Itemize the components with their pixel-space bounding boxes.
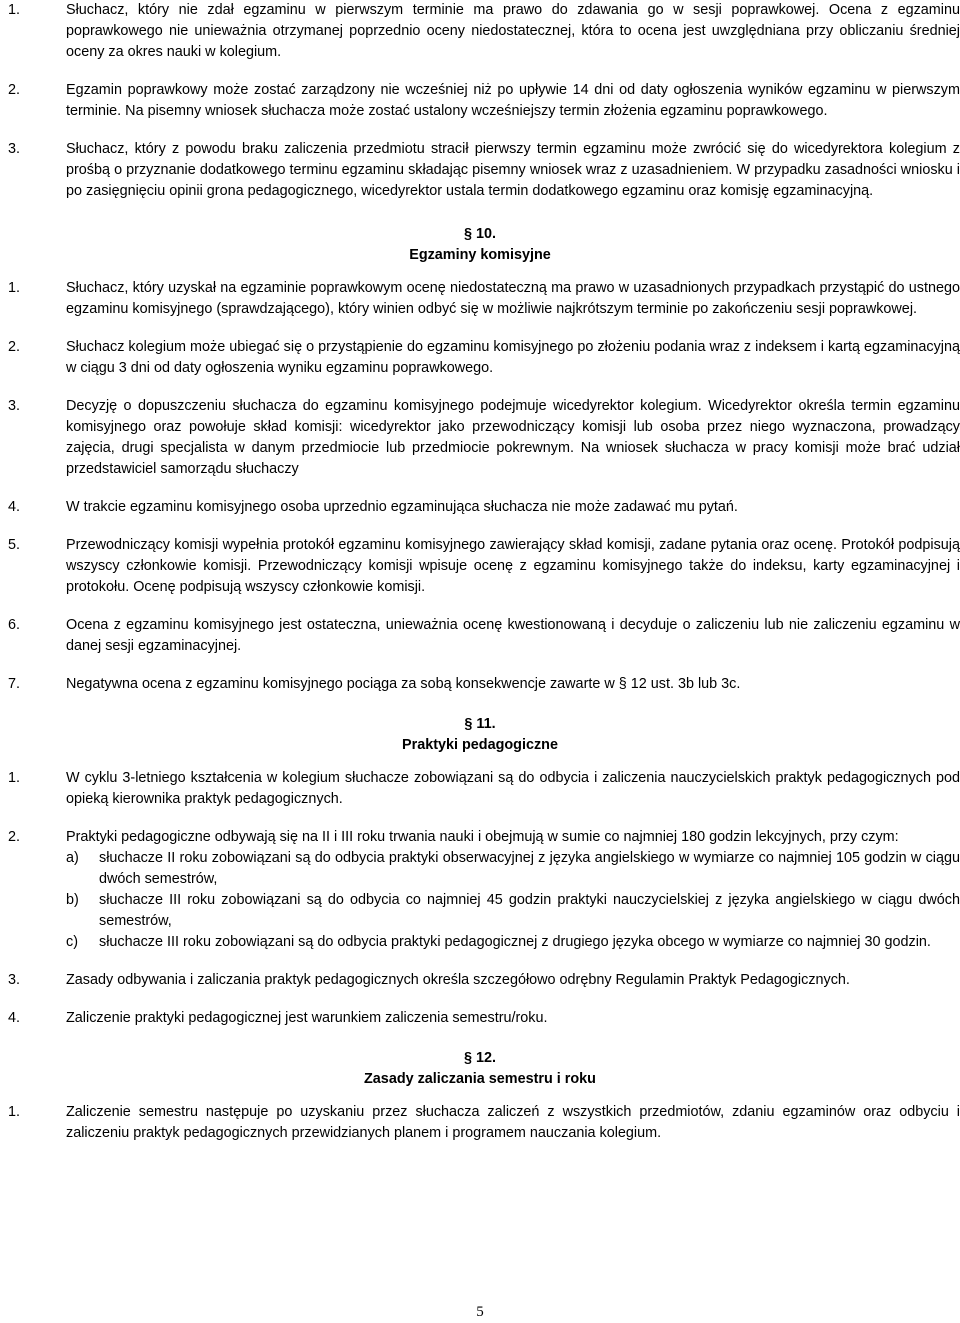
paragraph-number: 4.	[8, 1010, 21, 1026]
paragraph-text: Egzamin poprawkowy może zostać zarządzony nie wcześniej niż po upływie 14 dni od daty ogłoszenia wyników egzaminu w pierwszym terminie. Na pisemny wniosek słuchacza może zostać ustalony wcześniejszy termin złożenia egzaminu poprawkowego.	[66, 82, 960, 119]
s10-paragraph-1	[0, 278, 960, 320]
paragraph-number: 5.	[8, 537, 21, 553]
s10-paragraph-5	[0, 535, 960, 598]
paragraph-number: 3.	[8, 972, 21, 988]
page-number: 5	[476, 1304, 484, 1320]
paragraph-number: 7.	[8, 676, 21, 692]
section-number: § 10.	[463, 226, 496, 242]
section-heading-11	[0, 714, 960, 756]
section-heading-10	[0, 224, 960, 266]
paragraph-number: 1.	[8, 1104, 21, 1120]
subitem-text: słuchacze III roku zobowiązani są do odbycia co najmniej 45 godzin praktyki nauczycielskiej z języka angielskiego w ciągu dwóch semestrów,	[99, 892, 960, 929]
paragraph-text: W trakcie egzaminu komisyjnego osoba uprzednio egzaminująca słuchacza nie może zadawać mu pytań.	[66, 499, 738, 515]
section-number: § 11.	[464, 716, 496, 732]
section-title: Egzaminy komisyjne	[409, 247, 551, 263]
top-paragraphs	[0, 0, 960, 202]
section-number: § 12.	[463, 1050, 496, 1066]
paragraph-1	[0, 0, 960, 63]
s11-paragraph-1	[0, 768, 960, 810]
subitem-b	[66, 890, 960, 932]
paragraph-3	[0, 139, 960, 202]
paragraph-text: Słuchacz, który nie zdał egzaminu w pierwszym terminie ma prawo do zdawania go w sesji poprawkowej. Ocena z egzaminu poprawkowego nie unieważnia otrzymanej poprzednio oceny niedostatecznej, która to ocena jest uwzględniana przy obliczaniu średniej oceny za okres nauki w kolegium.	[66, 2, 960, 60]
paragraph-number: 3.	[8, 398, 21, 414]
s10-paragraph-4	[0, 497, 960, 518]
section-title: Praktyki pedagogiczne	[402, 737, 558, 753]
subitem-letter: c)	[66, 934, 78, 950]
s12-paragraph-1	[0, 1102, 960, 1144]
subitem-c	[66, 932, 960, 953]
paragraph-2	[0, 80, 960, 122]
paragraph-number: 2.	[8, 829, 21, 845]
section-title: Zasady zaliczania semestru i roku	[364, 1071, 596, 1087]
s11-paragraph-3	[0, 970, 960, 991]
subitem-letter: b)	[66, 892, 79, 908]
paragraph-text: Przewodniczący komisji wypełnia protokół egzaminu komisyjnego zawierający skład komisji, zadane pytania oraz ocenę. Protokół podpisują wszyscy członkowie komisji. Przewodniczący komisji wpisuje ocenę z egzaminu komisyjnego także do indeksu, karty egzaminacyjnej i protokołu. Ocenę podpisują wszyscy członkowie komisji.	[66, 537, 960, 595]
paragraph-text: Decyzję o dopuszczeniu słuchacza do egzaminu komisyjnego podejmuje wicedyrektor kolegium. Wicedyrektor określa termin egzaminu komisyjnego oraz powołuje skład komisji: wicedyrektor jako przewodniczący komisji lub osoba przez niego wyznaczona, prowadzący zajęcia, drugi specjalista w danym przedmiocie lub przedmiocie pokrewnym. Na wniosek słuchacza w pracy komisji może brać udział przedstawiciel samorządu słuchaczy	[66, 398, 960, 477]
s10-paragraph-3	[0, 396, 960, 480]
paragraph-text: Negatywna ocena z egzaminu komisyjnego pociąga za sobą konsekwencje zawarte w § 12 ust. 3b lub 3c.	[66, 676, 741, 692]
paragraph-text: Zasady odbywania i zaliczania praktyk pedagogicznych określa szczegółowo odrębny Regulamin Praktyk Pedagogicznych.	[66, 972, 850, 988]
paragraph-number: 1.	[8, 2, 21, 18]
paragraph-text: Słuchacz, który z powodu braku zaliczenia przedmiotu stracił pierwszy termin egzaminu może zwrócić się do wicedyrektora kolegium z prośbą o przyznanie dodatkowego terminu egzaminu składając pisemny wniosek wraz z uzasadnieniem. W przypadku zasadności wniosku i po zasięgnięciu opinii grona pedagogicznego, wicedyrektor ustala termin dodatkowego egzaminu oraz komisję egzaminacyjną.	[66, 141, 960, 199]
s11-paragraph-2	[0, 827, 960, 953]
paragraph-text: Słuchacz kolegium może ubiegać się o przystąpienie do egzaminu komisyjnego po złożeniu podania wraz z indeksem i kartą egzaminacyjną w ciągu 3 dni od daty ogłoszenia wyniku egzaminu poprawkowego.	[66, 339, 960, 376]
paragraph-number: 2.	[8, 82, 21, 98]
paragraph-text: Zaliczenie praktyki pedagogicznej jest warunkiem zaliczenia semestru/roku.	[66, 1010, 548, 1026]
s10-paragraph-6	[0, 615, 960, 657]
paragraph-number: 2.	[8, 339, 21, 355]
paragraph-number: 3.	[8, 141, 21, 157]
subitem-letter: a)	[66, 850, 79, 866]
subitem-a	[66, 848, 960, 890]
paragraph-number: 4.	[8, 499, 21, 515]
paragraph-text: Ocena z egzaminu komisyjnego jest ostateczna, unieważnia ocenę kwestionowaną i decyduje o zaliczeniu lub nie zaliczeniu egzaminu w danej sesji egzaminacyjnej.	[66, 617, 960, 654]
s10-paragraph-2	[0, 337, 960, 379]
paragraph-number: 6.	[8, 617, 21, 633]
paragraph-text: W cyklu 3-letniego kształcenia w kolegium słuchacze zobowiązani są do odbycia i zaliczenia nauczycielskich praktyk pedagogicznych pod opieką kierownika praktyk pedagogicznych.	[66, 770, 960, 807]
paragraph-text: Słuchacz, który uzyskał na egzaminie poprawkowym ocenę niedostateczną ma prawo w uzasadnionych przypadkach przystąpić do ustnego egzaminu komisyjnego (sprawdzającego), który winien odbyć się w możliwie najkrótszym terminie po zakończeniu sesji poprawkowej.	[66, 280, 960, 317]
paragraph-text: Zaliczenie semestru następuje po uzyskaniu przez słuchacza zaliczeń z wszystkich przedmiotów, zdaniu egzaminów oraz odbyciu i zaliczeniu praktyk pedagogicznych przewidzianych planem i programem nauczania kolegium.	[66, 1104, 960, 1141]
s10-paragraph-7	[0, 674, 960, 695]
paragraph-number: 1.	[8, 770, 21, 786]
paragraph-number: 1.	[8, 280, 21, 296]
subitem-text: słuchacze III roku zobowiązani są do odbycia praktyki pedagogicznej z drugiego języka obcego w wymiarze co najmniej 30 godzin.	[99, 934, 931, 950]
s11-paragraph-4	[0, 1008, 960, 1029]
paragraph-text: Praktyki pedagogiczne odbywają się na II i III roku trwania nauki i obejmują w sumie co najmniej 180 godzin lekcyjnych, przy czym:	[66, 829, 899, 845]
subitem-text: słuchacze II roku zobowiązani są do odbycia praktyki obserwacyjnej z języka angielskiego w wymiarze co najmniej 105 godzin w ciągu dwóch semestrów,	[99, 850, 960, 887]
section-heading-12	[0, 1048, 960, 1090]
